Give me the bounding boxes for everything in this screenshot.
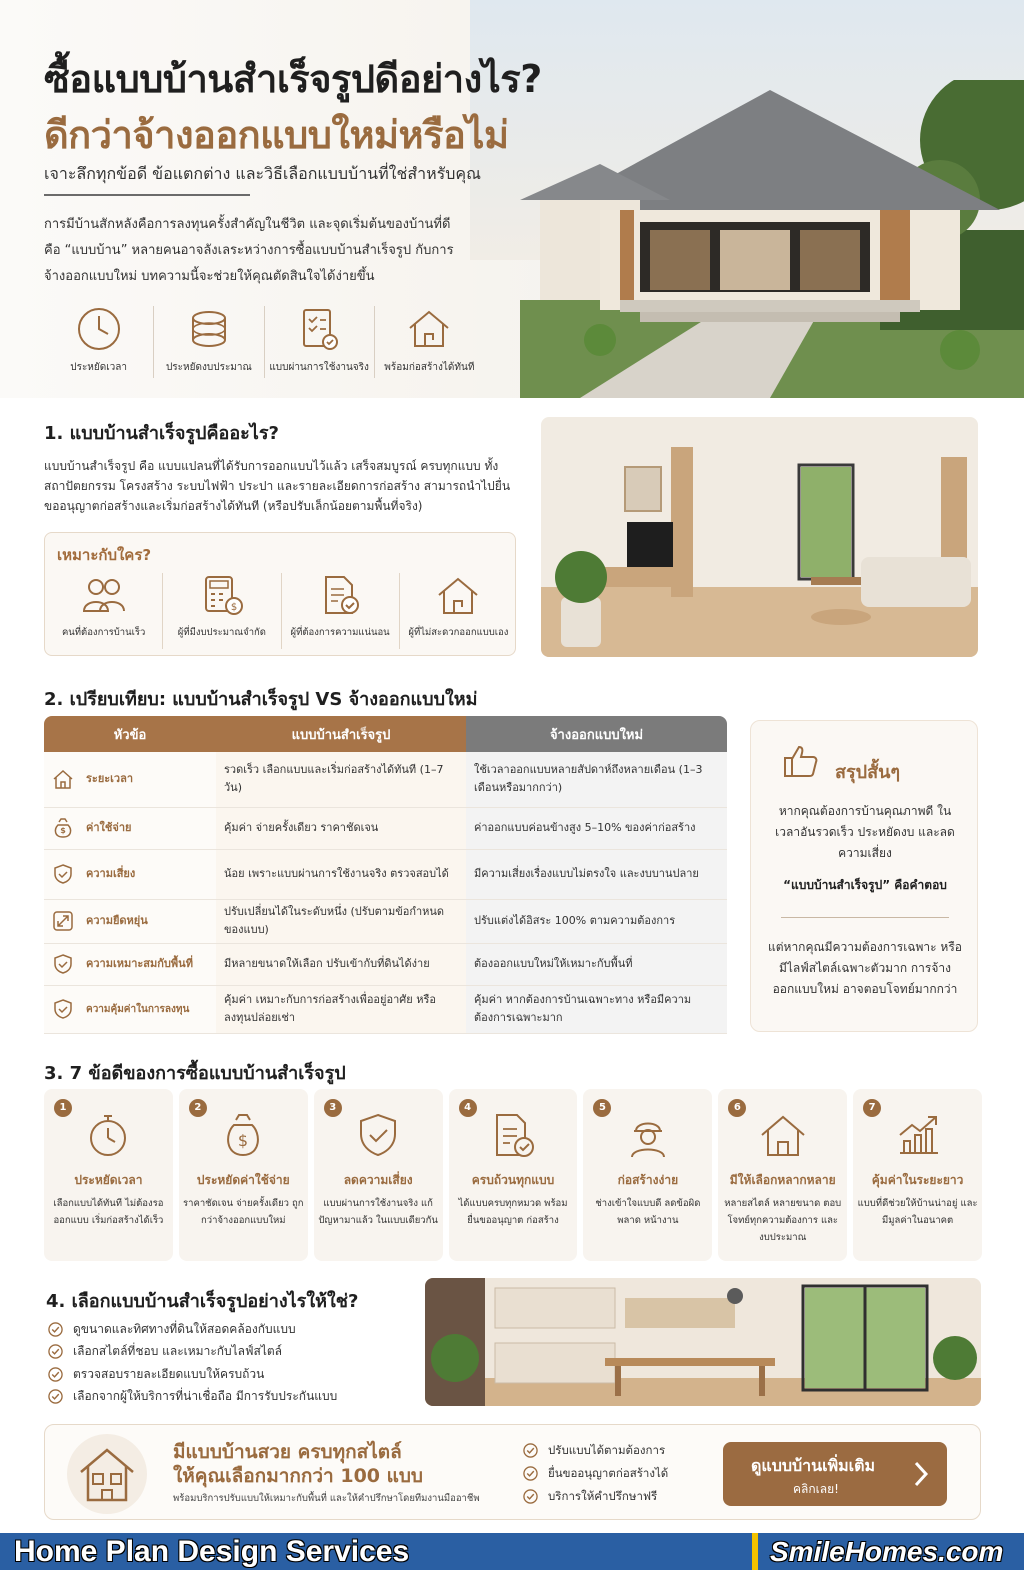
- row-custom: ค่าออกแบบค่อนข้างสูง 5–10% ของค่าก่อสร้าง: [466, 807, 727, 849]
- feature-label: ประหยัดงบประมาณ: [165, 362, 252, 373]
- audience-label: ผู้ที่ไม่สะดวกออกแบบเอง: [408, 627, 509, 638]
- feature-label: พร้อมก่อสร้างได้ทันที: [384, 362, 475, 373]
- shield-check-icon: [52, 953, 74, 975]
- feature-item: [154, 306, 264, 378]
- card-number: 7: [863, 1099, 881, 1117]
- checklist-text: ตรวจสอบรายละเอียดแบบให้ครบถ้วน: [73, 1366, 265, 1381]
- column-header-custom: จ้างออกแบบใหม่: [466, 716, 727, 752]
- house-icon: [759, 1111, 807, 1159]
- audience-item: [282, 573, 400, 649]
- checklist-icon: [296, 306, 342, 352]
- advantage-card: [314, 1089, 443, 1261]
- summary-answer: “แบบบ้านสำเร็จรูป” คือคำตอบ: [783, 878, 947, 892]
- resize-icon: [52, 910, 74, 932]
- kitchen-photo: [425, 1278, 981, 1406]
- card-desc: ได้แบบครบทุกหมวด พร้อมยื่นขออนุญาต ก่อสร้าง: [458, 1198, 568, 1226]
- card-title: ประหยัดค่าใช้จ่าย: [196, 1173, 290, 1187]
- check-circle-icon: [523, 1466, 538, 1481]
- house-icon: [52, 768, 74, 790]
- growth-chart-icon: [894, 1111, 942, 1159]
- thumbs-up-icon: [783, 743, 819, 779]
- table-row: [44, 943, 727, 985]
- advantage-card: [179, 1089, 308, 1261]
- shield-check-icon: [354, 1111, 402, 1159]
- row-topic: [44, 985, 216, 1033]
- feature-item: [265, 306, 375, 378]
- row-ready: รวดเร็ว เลือกแบบและเริ่มก่อสร้างได้ทันที (1–7 วัน): [216, 752, 466, 807]
- table-row: [44, 752, 727, 807]
- worker-icon: [624, 1111, 672, 1159]
- card-number: 1: [54, 1099, 72, 1117]
- row-ready: มีหลายขนาดให้เลือก ปรับเข้ากับที่ดินได้ง่าย: [216, 943, 466, 985]
- footer-site-link[interactable]: SmileHomes.com: [770, 1536, 1004, 1567]
- calculator-icon: [200, 573, 244, 617]
- row-ready: คุ้มค่า จ่ายครั้งเดียว ราคาชัดเจน: [216, 807, 466, 849]
- check-circle-icon: [48, 1389, 63, 1404]
- check-circle-icon: [48, 1367, 63, 1382]
- checklist-item: [48, 1341, 408, 1364]
- checklist-text: เลือกสไตล์ที่ชอบ และเหมาะกับไลฟ์สไตล์: [73, 1344, 283, 1359]
- section-heading: 2. เปรียบเทียบ: แบบบ้านสำเร็จรูป VS จ้างออกแบบใหม่: [44, 689, 478, 710]
- house-icon: [79, 1444, 135, 1504]
- audience-label: คนที่ต้องการบ้านเร็ว: [61, 627, 146, 638]
- money-bag-icon: [52, 817, 74, 839]
- card-desc: แบบผ่านการใช้งานจริง แก้ปัญหามาแล้ว ในแบบเดียวกัน: [318, 1198, 438, 1226]
- footer-separator: [752, 1533, 758, 1570]
- cta-headline-2: ให้คุณเลือกมากกว่า 100 แบบ: [173, 1465, 423, 1487]
- card-number: 6: [728, 1099, 746, 1117]
- row-topic: [44, 752, 216, 807]
- advantage-card: [853, 1089, 982, 1261]
- checklist-item: [48, 1363, 408, 1386]
- row-topic: [44, 943, 216, 985]
- footer-title: Home Plan Design Services: [14, 1535, 410, 1568]
- svg-text:$: $: [60, 826, 66, 835]
- row-topic-label: ความยืดหยุ่น: [86, 914, 148, 927]
- cta-banner: [44, 1424, 981, 1520]
- living-room-photo: [541, 417, 978, 657]
- divider: [781, 917, 949, 918]
- row-ready: ปรับเปลี่ยนได้ในระดับหนึ่ง (ปรับตามข้อกำหนดของแบบ): [216, 899, 466, 943]
- advantage-card: [449, 1089, 578, 1261]
- card-number: 4: [459, 1099, 477, 1117]
- summary-text: หากคุณต้องการบ้านคุณภาพดี ในเวลาอันรวดเร็ว ประหยัดงบ และลดความเสี่ยง: [775, 804, 955, 860]
- checklist-text: ดูขนาดและทิศทางที่ดินให้สอดคล้องกับแบบ: [73, 1321, 296, 1336]
- house-photo: [520, 80, 1024, 398]
- hero-subtitle: เจาะลึกทุกข้อดี ข้อแตกต่าง และวิธีเลือกแบบบ้านที่ใช่สำหรับคุณ: [44, 164, 481, 183]
- checklist-item: [48, 1386, 408, 1409]
- section-heading: 3. 7 ข้อดีของการซื้อแบบบ้านสำเร็จรูป: [44, 1063, 346, 1084]
- row-ready: คุ้มค่า เหมาะกับการก่อสร้างเพื่ออยู่อาศัย หรือลงทุนปล่อยเช่า: [216, 985, 466, 1033]
- hero-title-highlight: ดีกว่าจ้างออกแบบใหม่หรือไม่: [44, 113, 509, 157]
- card-desc: ราคาชัดเจน จ่ายครั้งเดียว ถูกกว่าจ้างออกแบบใหม่: [183, 1198, 304, 1226]
- table-header: [44, 716, 727, 752]
- check-circle-icon: [523, 1443, 538, 1458]
- row-custom: มีความเสี่ยงเรื่องแบบไม่ตรงใจ และงบบานปลาย: [466, 849, 727, 899]
- card-number: 5: [593, 1099, 611, 1117]
- card-number: 3: [324, 1099, 342, 1117]
- audience-item: [163, 573, 281, 649]
- row-custom: คุ้มค่า หากต้องการบ้านเฉพาะทาง หรือมีความต้องการเฉพาะมาก: [466, 985, 727, 1033]
- checklist-item: [48, 1318, 408, 1341]
- card-desc: เลือกแบบได้ทันที ไม่ต้องรอออกแบบ เริ่มก่อสร้างได้เร็ว: [53, 1198, 164, 1226]
- section-text: แบบบ้านสำเร็จรูป คือ แบบแปลนที่ได้รับการออกแบบไว้แล้ว เสร็จสมบูรณ์ ครบทุกแบบ ทั้งสถาปัตยกรรม โครงสร้าง ระบบไฟฟ้า ประปา และรายละเอียดการก่อสร้าง สามารถนำไปยื่นขออนุญาตก่อสร้างและเริ่มก่อสร้างได้ทันที (หรือปรับเล็กน้อยตามพื้นที่จริง): [44, 459, 511, 513]
- people-icon: [82, 573, 126, 617]
- audience-label: ผู้ที่มีงบประมาณจำกัด: [177, 627, 266, 638]
- card-title: มีให้เลือกหลากหลาย: [729, 1173, 836, 1187]
- card-title: คุ้มค่าในระยะยาว: [871, 1173, 964, 1187]
- svg-text:$: $: [230, 602, 238, 613]
- checklist-text: เลือกจากผู้ให้บริการที่น่าเชื่อถือ มีการรับประกันแบบ: [73, 1389, 338, 1404]
- benefit-text: ปรับแบบได้ตามต้องการ: [548, 1442, 666, 1457]
- card-title: ลดความเสี่ยง: [343, 1173, 413, 1187]
- column-header-topic: หัวข้อ: [44, 716, 216, 752]
- house-icon: [436, 573, 480, 617]
- button-label: ดูแบบบ้านเพิ่มเติม: [751, 1456, 876, 1475]
- summary-title: สรุปสั้นๆ: [835, 762, 901, 783]
- hero-features: [44, 306, 484, 378]
- row-topic: [44, 807, 216, 849]
- benefit-item: [523, 1439, 668, 1462]
- row-topic: [44, 899, 216, 943]
- feature-item: [375, 306, 484, 378]
- row-topic-label: ความเหมาะสมกับพื้นที่: [86, 957, 193, 970]
- feature-item: [44, 306, 154, 378]
- table-row: [44, 849, 727, 899]
- cta-house-badge: [67, 1434, 147, 1514]
- card-desc: แบบที่ดีช่วยให้บ้านน่าอยู่ และมีมูลค่าในอนาคต: [857, 1198, 978, 1226]
- check-circle-icon: [48, 1344, 63, 1359]
- divider: [44, 194, 250, 196]
- audience-label: ผู้ที่ต้องการความแน่นอน: [290, 627, 390, 638]
- chevron-right-icon: [913, 1460, 929, 1488]
- row-topic-label: ระยะเวลา: [86, 772, 134, 786]
- benefit-item: [523, 1485, 668, 1508]
- cta-note: พร้อมบริการปรับแบบให้เหมาะกับพื้นที่ และให้คำปรึกษาโดยทีมงานมืออาชีพ: [173, 1493, 480, 1504]
- button-sublabel: คลิกเลย!: [793, 1482, 839, 1496]
- hero-section: [0, 0, 1024, 398]
- section-heading: 1. แบบบ้านสำเร็จรูปคืออะไร?: [44, 423, 279, 444]
- table-row: [44, 807, 727, 849]
- card-title: ครบถ้วนทุกแบบ: [471, 1173, 555, 1187]
- coins-icon: [186, 306, 232, 352]
- money-bag-icon: [219, 1111, 267, 1159]
- section-heading: 4. เลือกแบบบ้านสำเร็จรูปอย่างไรให้ใช่?: [46, 1291, 359, 1312]
- feature-label: แบบผ่านการใช้งานจริง: [269, 362, 369, 373]
- clock-icon: [76, 306, 122, 352]
- feature-label: ประหยัดเวลา: [70, 362, 128, 373]
- document-check-icon: [489, 1111, 537, 1159]
- svg-text:$: $: [238, 1131, 249, 1150]
- row-custom: ปรับแต่งได้อิสระ 100% ตามความต้องการ: [466, 899, 727, 943]
- summary-text-alt: แต่หากคุณมีความต้องการเฉพาะ หรือมีไลฟ์สไตล์เฉพาะตัวมาก การจ้างออกแบบใหม่ อาจตอบโจทย์มากกว่า: [768, 940, 962, 996]
- benefit-item: [523, 1462, 668, 1485]
- hero-intro: การมีบ้านสักหลังคือการลงทุนครั้งสำคัญในชีวิต และจุดเริ่มต้นของบ้านที่ดี คือ “แบบบ้าน” หลายคนอาจลังเลระหว่างการซื้อแบบบ้านสำเร็จรูป กับการจ้างออกแบบใหม่ บทความนี้จะช่วยให้คุณตัดสินใจได้ง่ายขึ้น: [44, 217, 454, 284]
- audience-box: [44, 532, 516, 656]
- benefit-text: บริการให้คำปรึกษาฟรี: [548, 1488, 658, 1503]
- stopwatch-icon: [84, 1111, 132, 1159]
- advantages-list: [44, 1089, 982, 1261]
- summary-box: [750, 720, 978, 1032]
- shield-check-icon: [52, 863, 74, 885]
- row-topic-label: ค่าใช้จ่าย: [86, 821, 132, 834]
- view-more-plans-button[interactable]: [723, 1442, 947, 1506]
- document-check-icon: [318, 573, 362, 617]
- comparison-table: [44, 716, 727, 1034]
- house-icon: [406, 306, 452, 352]
- row-topic-label: ความเสี่ยง: [86, 867, 136, 880]
- card-desc: ช่างเข้าใจแบบดี ลดข้อผิดพลาด หน้างาน: [595, 1198, 701, 1226]
- audience-item: [45, 573, 163, 649]
- table-row: [44, 899, 727, 943]
- shield-check-icon: [52, 998, 74, 1020]
- row-ready: น้อย เพราะแบบผ่านการใช้งานจริง ตรวจสอบได้: [216, 849, 466, 899]
- column-header-ready: แบบบ้านสำเร็จรูป: [216, 716, 466, 752]
- cta-headline: มีแบบบ้านสวย ครบทุกสไตล์: [173, 1441, 402, 1463]
- card-title: ก่อสร้างง่าย: [617, 1173, 679, 1187]
- advantage-card: [583, 1089, 712, 1261]
- table-row: [44, 985, 727, 1033]
- benefit-text: ยื่นขออนุญาตก่อสร้างได้: [548, 1465, 669, 1480]
- row-topic: [44, 849, 216, 899]
- audience-item: [400, 573, 517, 649]
- check-circle-icon: [523, 1489, 538, 1504]
- card-number: 2: [189, 1099, 207, 1117]
- card-title: ประหยัดเวลา: [74, 1173, 143, 1187]
- card-desc: หลายสไตล์ หลายขนาด ตอบโจทย์ทุกความต้องการ และงบประมาณ: [724, 1198, 842, 1243]
- audience-list: [45, 573, 517, 649]
- row-topic-label: ความคุ้มค่าในการลงทุน: [86, 1004, 190, 1015]
- footer-banner: [0, 1533, 1024, 1570]
- cta-benefits: [523, 1439, 668, 1508]
- hero-title: ซื้อแบบบ้านสำเร็จรูปดีอย่างไร?: [44, 57, 542, 101]
- checklist: [48, 1318, 408, 1408]
- advantage-card: [44, 1089, 173, 1261]
- row-custom: ต้องออกแบบใหม่ให้เหมาะกับพื้นที่: [466, 943, 727, 985]
- audience-title: เหมาะกับใคร?: [57, 546, 152, 564]
- row-custom: ใช้เวลาออกแบบหลายสัปดาห์ถึงหลายเดือน (1–3 เดือนหรือมากกว่า): [466, 752, 727, 807]
- check-circle-icon: [48, 1322, 63, 1337]
- advantage-card: [718, 1089, 847, 1261]
